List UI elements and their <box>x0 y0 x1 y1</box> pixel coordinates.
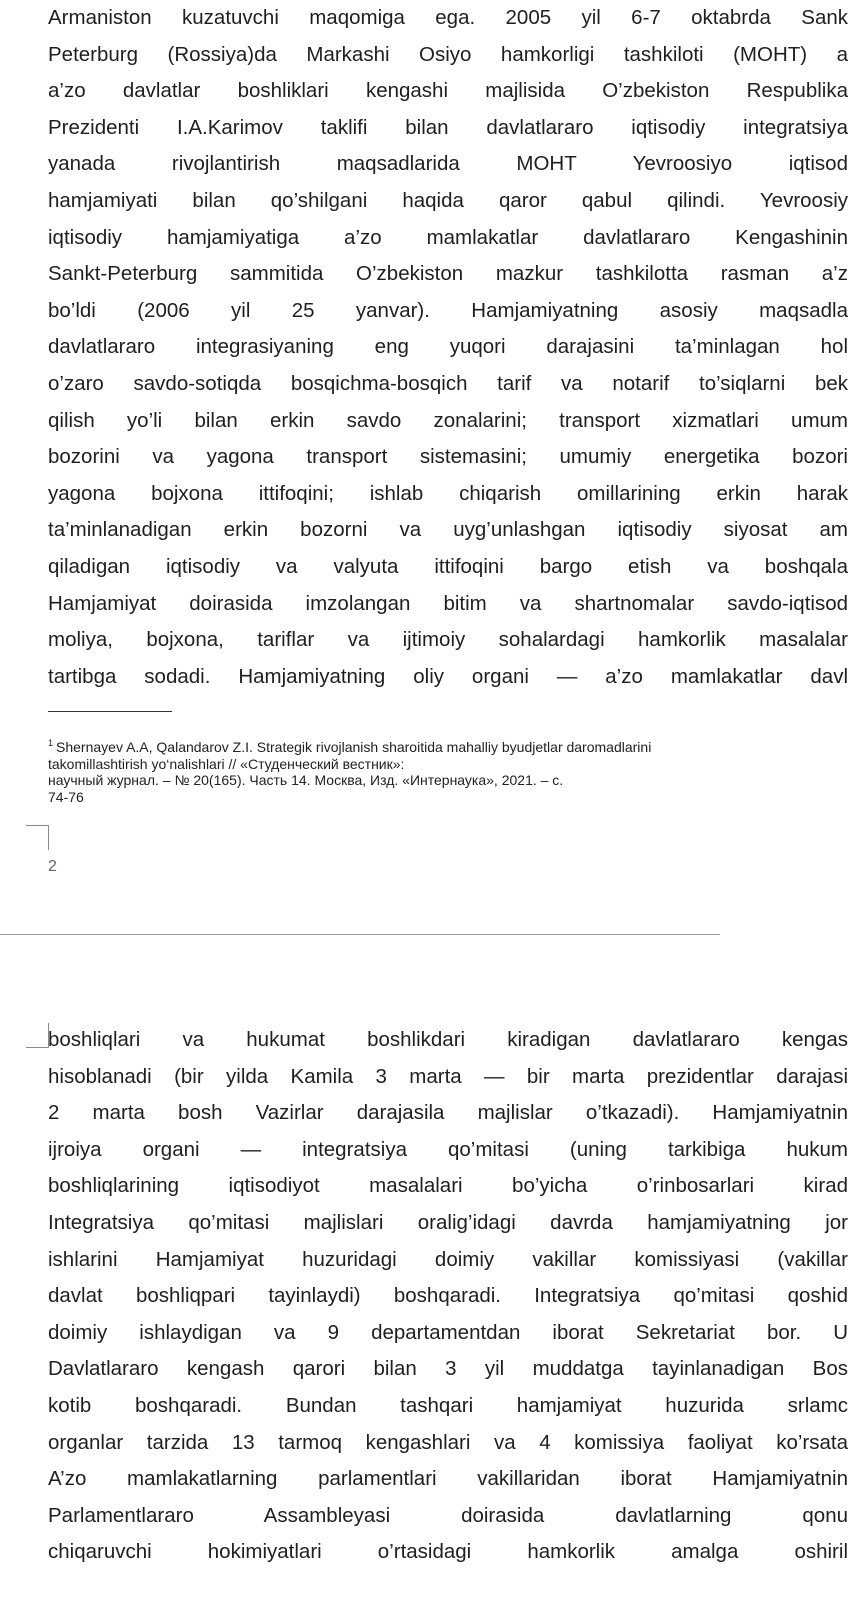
footnote-text: Shernayev A.A, Qalandarov Z.I. Strategik rivojlanish sharoitida mahalliy byudjetlar daromadlarini <box>56 739 652 755</box>
body-text-line: bo’ldi (2006 yil 25 yanvar). Hamjamiyatning asosiy maqsadla <box>48 298 848 322</box>
body-text-line: yagona bojxona ittifoqini; ishlab chiqarish omillarining erkin harak <box>48 481 848 505</box>
footnote-line: 74-76 <box>48 788 84 805</box>
body-text-line: davlat boshliqpari tayinlaydi) boshqaradi. Integratsiya qo’mitasi qoshid <box>48 1284 848 1308</box>
body-text-line: moliya, bojxona, tariflar va ijtimoiy sohalardagi hamkorlik masalalar <box>48 628 848 652</box>
body-text-line: Sankt-Peterburg sammitida O’zbekiston mazkur tashkilotta rasman a’z <box>48 262 848 286</box>
body-text-line: ijroiya organi — integratsiya qo’mitasi (uning tarkibiga hukum <box>48 1137 848 1161</box>
body-text-line: yanada rivojlantirish maqsadlarida MOHT Yevroosiyo iqtisod <box>48 152 848 176</box>
footnote-marker: 1 <box>48 738 54 748</box>
body-text-line: tartibga sodadi. Hamjamiyatning oliy organi — a’zo mamlakatlar davl <box>48 664 848 688</box>
body-text-line: ishlarini Hamjamiyat huzuridagi doimiy vakillar komissiyasi (vakillar <box>48 1247 848 1271</box>
body-text-line: hamjamiyati bilan qo’shilgani haqida qaror qabul qilindi. Yevroosiy <box>48 189 848 212</box>
body-text-line: Armaniston kuzatuvchi maqomiga ega. 2005 yil 6-7 oktabrda Sank <box>48 6 848 29</box>
footnote-line <box>48 735 718 756</box>
body-text-line: Hamjamiyat doirasida imzolangan bitim va shartnomalar savdo-iqtisod <box>48 591 848 615</box>
body-text-line: davlatlararo integrasiyaning eng yuqori darajasini ta’minlagan hol <box>48 335 848 359</box>
body-text-line: boshliqlari va hukumat boshlikdari kiradigan davlatlararo kengas <box>48 1028 848 1051</box>
footnote-line: takomillashtirish yo‘nalishlari // «Студенческий вестник»: <box>48 755 405 772</box>
body-text-line: qilish yo’li bilan erkin savdo zonalarini; transport xizmatlari umum <box>48 408 848 432</box>
body-text-line: chiqaruvchi hokimiyatlari o’rtasidagi hamkorlik amalga oshiril <box>48 1540 848 1564</box>
body-text-line: kotib boshqaradi. Bundan tashqari hamjamiyat huzurida srlamc <box>48 1394 848 1417</box>
body-text-line: boshliqlarining iqtisodiyot masalalari bo’yicha o’rinbosarlari kirad <box>48 1174 848 1198</box>
body-text-line: 2 marta bosh Vazirlar darajasila majlislar o’tkazadi). Hamjamiyatnin <box>48 1101 848 1125</box>
page-corner-mark <box>26 825 49 850</box>
page-number: 2 <box>48 858 57 875</box>
body-text-line: Prezidenti I.A.Karimov taklifi bilan davlatlararo iqtisodiy integratsiya <box>48 115 848 139</box>
body-text-line: Integratsiya qo’mitasi majlislari oralig’idagi davrda hamjamiyatning jor <box>48 1211 848 1234</box>
body-text-line: qiladigan iqtisodiy va valyuta ittifoqini bargo etish va boshqala <box>48 555 848 578</box>
page-divider <box>0 934 720 935</box>
body-text-line: iqtisodiy hamjamiyatiga a’zo mamlakatlar davlatlararo Kengashinin <box>48 225 848 249</box>
body-text-line: Parlamentlararo Assambleyasi doirasida davlatlarning qonu <box>48 1503 848 1527</box>
page-corner-mark <box>26 1023 49 1048</box>
footnote-line: научный журнал. – № 20(165). Часть 14. Москва, Изд. «Интернаука», 2021. – с. <box>48 772 564 788</box>
body-text-line: organlar tarzida 13 tarmoq kengashlari va 4 komissiya faoliyat ko’rsata <box>48 1430 848 1454</box>
body-text-line: hisoblanadi (bir yilda Kamila 3 marta — bir marta prezidentlar darajasi <box>48 1064 848 1088</box>
body-text-line: doimiy ishlaydigan va 9 departamentdan iborat Sekretariat bor. U <box>48 1320 848 1344</box>
body-text-line: a’zo davlatlar boshliklari kengashi majlisida O’zbekiston Respublika <box>48 79 848 103</box>
footnote-separator <box>48 711 172 712</box>
body-text-line: Davlatlararo kengash qarori bilan 3 yil muddatga tayinlanadigan Bos <box>48 1357 848 1381</box>
body-text-line: o’zaro savdo-sotiqda bosqichma-bosqich tarif va notarif to’siqlarni bek <box>48 372 848 395</box>
footnote <box>48 735 718 805</box>
body-text-line: A’zo mamlakatlarning parlamentlari vakillaridan iborat Hamjamiyatnin <box>48 1467 848 1491</box>
body-text-line: Peterburg (Rossiya)da Markashi Osiyo hamkorligi tashkiloti (MOHT) a <box>48 42 848 66</box>
body-text-line: ta’minlanadigan erkin bozorni va uyg’unlashgan iqtisodiy siyosat am <box>48 518 848 542</box>
body-text-line: bozorini va yagona transport sistemasini; umumiy energetika bozori <box>48 445 848 469</box>
